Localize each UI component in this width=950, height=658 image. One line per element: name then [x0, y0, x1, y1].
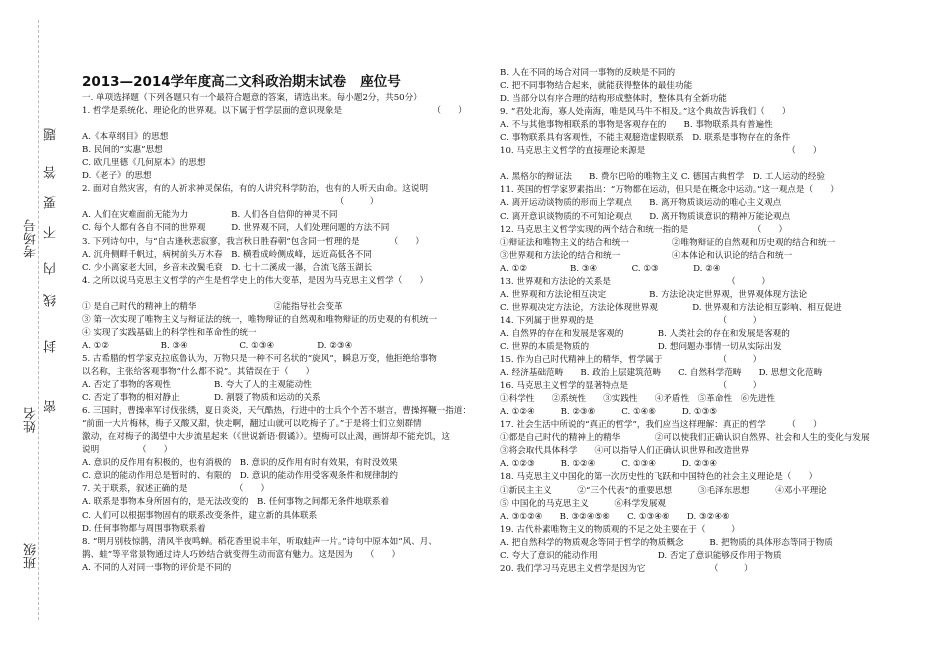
question-line: 4. 之所以说马克思主义哲学的产生是哲学史上的伟大变革，是因为马克思主义哲学（ ）: [82, 275, 429, 286]
side-label-banji: 班级: [24, 543, 39, 569]
question-line: ①都是自己时代的精神上的精华 ②可以使我们正确认识自然界、社会和人生的变化与发展: [500, 433, 870, 444]
question-line: C. 把不同事物结合起来，就能获得整体的最佳功能: [500, 81, 693, 92]
question-line: A. ①②④ B. ②③⑥ C. ①④⑥ D. ①③⑤: [500, 407, 718, 418]
question-line: 9. “君处北海，寡人处南海，唯是风马牛不相及。”这个典故告诉我们（ ）: [500, 107, 791, 118]
question-line: A. ③①②④ B. ③②④⑤⑥ C. ①③④⑥ D. ③②④⑥: [500, 511, 730, 522]
question-line: [82, 288, 476, 301]
question-line: A. 黑格尔的辩证法 B. 费尔巴哈的唯物主义 C. 德国古典哲学 D. 工人运动的经验: [500, 172, 825, 183]
question-line: C. 世界观决定方法论，方法论体现世界观 D. 世界观和方法论相互影响、相互促进: [500, 302, 842, 313]
question-line: D.《老子》的思想: [82, 171, 152, 182]
left-question-lines: [82, 92, 476, 575]
side-label-kaochanghao: 考场号: [24, 219, 39, 258]
question-line: （ ）: [82, 197, 379, 208]
question-line: 8. “明月别枝惊鹊，清风半夜鸣蝉。稻花香里说丰年，听取蛙声一片。”诗句中原本如“风、月、: [82, 536, 437, 547]
question-line: ④ 实现了实践基础上的科学性和革命性的统一: [82, 327, 257, 338]
question-line: C. 少小离家老大回，乡音未改鬓毛衰 D. 七十二溪成一瀑，合流飞落玉湖长: [82, 262, 373, 273]
question-line: 5. 古希腊的哲学家克拉底鲁认为，万物只是一种不可名状的“旋风”，瞬息万变，他拒绝给事物: [82, 353, 437, 364]
binding-word-6: 要: [44, 196, 59, 209]
question-line: B. 民间的“实惠”思想: [82, 145, 163, 156]
question-line: ③将会取代具体科学 ④可以指导人们正确认识世界和改造世界: [500, 446, 750, 457]
question-line: A. 沉舟侧畔千帆过，病树前头万木春 B. 横看成岭侧成峰，远近高低各不同: [82, 249, 372, 260]
question-line: A. 不同的人对同一事物的评价是不同的: [82, 562, 232, 573]
binding-word-2: 封: [44, 340, 59, 353]
question-line: 3. 下列诗句中，与“自古逢秋悲寂寥，我言秋日胜春朝”包含同一哲理的是 （ ）: [82, 236, 424, 247]
question-line: 12. 马克思主义哲学实现的两个结合和统一指的是 （ ）: [500, 224, 788, 235]
question-line: B. 人在不同的场合对同一事物的反映是不同的: [500, 68, 676, 78]
question-line: 以名称，主张给客观事物“什么都不说”。其错误在于（ ）: [82, 366, 315, 377]
question-line: A. ①② B. ③④ C. ①③ D. ②④: [500, 263, 721, 274]
exam-title: 2013—2014学年度高二文科政治期末试卷: [82, 74, 347, 90]
question-line: 7. 关于联系，叙述正确的是 （ ）: [82, 484, 270, 495]
question-line: C. 世界的本质是物质的 D. 想问题办事情一切从实际出发: [500, 341, 782, 352]
question-line: 说明 （ ）: [82, 445, 173, 456]
question-line: [82, 118, 476, 131]
question-line: A. ①② B. ③④ C. ①③④ D. ②③④: [82, 340, 353, 351]
question-line: ⑤ 中国化的马克思主义 ⑥科学发展观: [500, 498, 667, 509]
question-line: 13. 世界观和方法论的关系是 （ ）: [500, 276, 770, 287]
question-line: ③世界观和方法论的结合和统一 ④本体论和认识论的结合和统一: [500, 250, 793, 261]
question-line: ①新民主主义 ②“三个代表”的重要思想 ③毛泽东思想 ④邓小平理论: [500, 485, 827, 496]
question-line: ① 是自己时代的精神上的精华 ②能指导社会变革: [82, 301, 343, 312]
question-line: C. 欧几里德《几何原本》的思想: [82, 158, 206, 169]
question-line: 19. 古代朴素唯物主义的物质观的不足之处主要在于（ ）: [500, 524, 740, 535]
question-line: 20. 我们学习马克思主义哲学是因为它 （ ）: [500, 563, 753, 574]
binding-word-5: 不: [44, 226, 59, 239]
question-line: C. 事物联系具有客观性，不能主观臆造虚假联系 D. 联系是事物存在的条件: [500, 133, 791, 144]
question-line: A. 人们在灾难面前无能为力 B. 人们各自信仰的神灵不同: [82, 210, 338, 221]
question-line: A. 不与其他事物相联系的事物是客观存在的 B. 事物联系具有普遍性: [500, 120, 773, 131]
question-line: A. ①②③ B. ①②④ C. ①③④ D. ②③④: [500, 459, 718, 470]
binding-word-1: 密: [44, 400, 59, 413]
question-line: ①科学性 ②系统性 ③实践性 ④矛盾性 ⑤革命性 ⑥先进性: [500, 394, 776, 405]
question-line: A. 自然界的存在和发展是客观的 B. 人类社会的存在和发展是客观的: [500, 328, 790, 339]
left-column: [82, 72, 476, 575]
question-line: 鹊、蛙”等平常景物通过诗人巧妙结合就变得生动而富有魅力。这是因为 （ ）: [82, 549, 401, 560]
right-question-lines: [500, 67, 880, 576]
question-line: 11. 英国的哲学家罗素指出：“万物都在运动，但只是在概念中运动。”这一观点是（ ）: [500, 185, 839, 196]
question-line: A. 意识的反作用有积极的，也有消极的 B. 意识的反作用有时有效果，有时没效果: [82, 458, 398, 469]
question-line: D. 任何事物都与周围事物联系着: [82, 523, 206, 534]
binding-word-7: 答: [44, 166, 59, 179]
question-line: 2. 面对自然灾害，有的人祈求神灵保佑，有的人讲究科学防治，也有的人听天由命。这说明: [82, 184, 429, 195]
question-line: 1. 哲学是系统化、理论化的世界观。以下属于哲学层面的意识现象是 （ ）: [82, 106, 467, 117]
question-line: A. 把自然科学的物质观念等同于哲学的物质概念 B. 把物质的具体形态等同于物质: [500, 537, 833, 548]
question-line: A.《本草纲目》的思想: [82, 132, 169, 143]
question-line: 16. 马克思主义哲学的显著特点是 （ ）: [500, 381, 762, 392]
question-line: D. 当部分以有序合理的结构形成整体时，整体具有全新功能: [500, 94, 727, 105]
question-line: ③ 第一次实现了唯物主义与辩证法的统一，唯物辩证的自然观和唯物辩证的历史观的有机统一: [82, 314, 438, 325]
question-line: 6. 三国时，曹操率军讨伐张绣，夏日炎炎，天气酷热，行进中的士兵个个苦不堪言，曹操挥鞭一指道：: [82, 406, 472, 417]
binding-word-8: 题: [44, 128, 59, 141]
question-line: [500, 158, 880, 171]
question-line: C. 意识的能动作用总是暂时的、有限的 D. 意识的能动作用受客观条件和规律制约: [82, 471, 398, 482]
side-label-xingming: 姓名: [24, 407, 39, 433]
question-line: 激动，在对梅子的渴望中大步流星起来（《世说新语·假谲》）。望梅可以止渴，画饼却不能充饥，这: [82, 432, 450, 443]
question-line: 17. 社会生活中所说的“真正的哲学”，我们应当这样理解：真正的哲学 （ ）: [500, 420, 822, 431]
question-line: C. 离开意识谈物质的不可知论观点 D. 离开物质谈意识的精神万能论观点: [500, 211, 791, 222]
question-line: C. 人们可以根据事物固有的联系改变条件，建立新的具体联系: [82, 510, 318, 521]
right-column: [500, 67, 880, 576]
question-line: A. 经济基础范畴 B. 政治上层建筑范畴 C. 自然科学范畴 D. 思想文化范畴: [500, 368, 823, 379]
question-line: A. 否定了事物的客观性 B. 夸大了人的主观能动性: [82, 380, 312, 391]
question-line: A. 世界观和方法论相互决定 B. 方法论决定世界观，世界观体现方法论: [500, 289, 808, 300]
question-line: 18. 马克思主义中国化的第一次历史性的飞跃和中国特色的社会主义理论是（ ）: [500, 472, 818, 483]
binding-word-3: 线: [44, 294, 59, 307]
question-line: 10. 马克思主义哲学的直接理论来源是 （ ）: [500, 146, 822, 157]
question-line: C. 每个人都有各自不同的世界观 D. 世界观不同，人们处理问题的方法不同: [82, 223, 390, 234]
question-line: 15. 作为自己时代精神上的精华，哲学属于 （ ）: [500, 355, 762, 366]
question-line: 14. 下列属于世界观的是 （ ）: [500, 315, 762, 326]
question-line: A. 联系是事物本身所固有的，是无法改变的 B. 任何事物之间都无条件地联系着: [82, 497, 390, 508]
seat-number-label: 座位号: [360, 74, 401, 90]
question-line: C. 否定了事物的相对静止 D. 割裂了物质和运动的关系: [82, 393, 321, 404]
question-line: C. 夸大了意识的能动作用 D. 否定了意识能够反作用于物质: [500, 550, 782, 561]
question-line: A. 离开运动谈物质的形而上学观点 B. 离开物质谈运动的唯心主义观点: [500, 198, 782, 209]
binding-word-4: 内: [44, 262, 59, 275]
question-line: “前面一大片梅林，梅子又酸又甜，快走啊，翻过山就可以吃梅子了。”于是将士们立刻群情: [82, 419, 422, 430]
question-line: ①辩证法和唯物主义的结合和统一 ②唯物辩证的自然观和历史观的结合和统一: [500, 237, 836, 248]
exam-title-row: [82, 72, 476, 92]
question-line: 一. 单项选择题（下列各题只有一个最符合题意的答案，请选出来。每小题2分，共50分）: [82, 93, 422, 103]
